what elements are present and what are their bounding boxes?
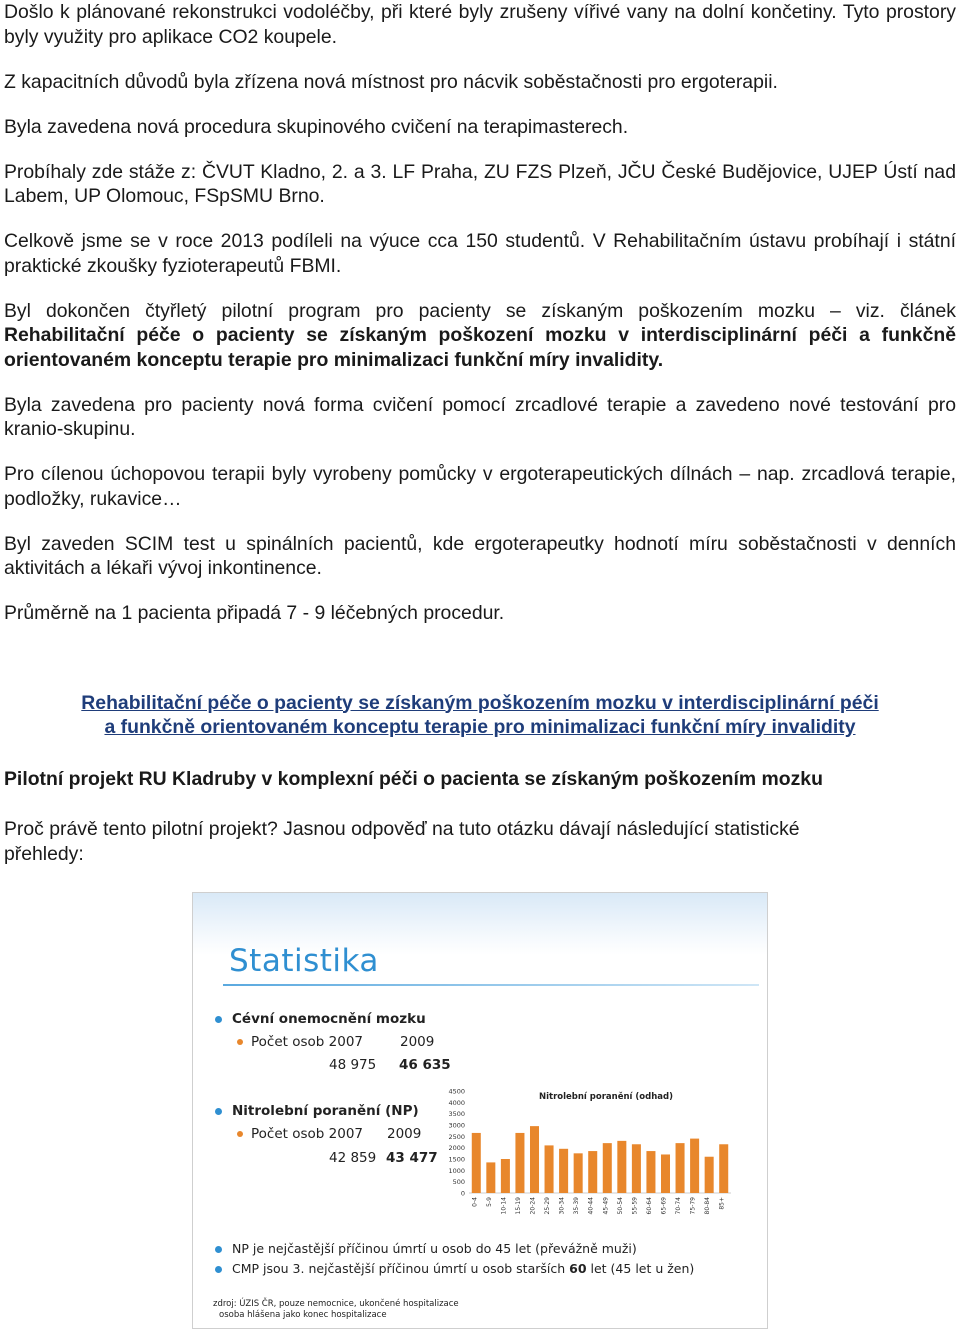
paragraph-internships: Probíhaly zde stáže z: ČVUT Kladno, 2. a 3. LF Praha, ZU FZS Plzeň, JČU České Budějovice, UJEP Ústí nad Labem, UP Olomouc, FSpSMU Brno. (4, 160, 956, 207)
chart-bar-85+ (719, 1144, 728, 1193)
article-intro: Proč právě tento pilotní projekt? Jasnou odpověď na tuto otázku dávají následující statistické přehledy: (4, 818, 800, 865)
cerebrovascular-value-2007: 48 975 (329, 1057, 377, 1073)
sub-bullet-dot-icon (237, 1131, 243, 1137)
chart-bar-70-74 (676, 1143, 685, 1193)
chart-bar-75-79 (690, 1139, 699, 1193)
intracranial-value-2007: 42 859 (329, 1150, 377, 1166)
article-subtitle: Pilotní projekt RU Kladruby v komplexní péči o pacienta se získaným poškozením mozku (4, 767, 823, 790)
chart-bar-15-19 (515, 1133, 524, 1193)
note-cmp-text-b: 60 (569, 1261, 587, 1276)
note-cmp-text-c: let (45 let u žen) (586, 1261, 695, 1276)
paragraph-mirror-therapy: Byla zavedena pro pacienty nová forma cvičení pomocí zrcadlové terapie a zavedeno nové testování pro kranio-skupinu. (4, 393, 956, 440)
chart-xtick-label: 20-24 (529, 1197, 537, 1215)
chart-xtick-label: 80-84 (704, 1197, 712, 1215)
slide-source-line2: osoba hlášena jako konec hospitalizace (219, 1310, 387, 1320)
bullet-dot-icon (215, 1108, 222, 1115)
paragraph-pilot (4, 299, 956, 373)
paragraph-students: Celkově jsme se v roce 2013 podíleli na výuce cca 150 studentů. V Rehabilitačním ústavu probíhají i státní praktické zkoušky fyzioterapeutů FBMI. (4, 230, 956, 277)
intracranial-injury-chart (439, 1083, 739, 1233)
slide-source-line1: zdroj: ÚZIS ČR, pouze nemocnice, ukončené hospitalizace (213, 1299, 459, 1309)
chart-ytick-label: 2500 (448, 1132, 465, 1141)
chart-bar-50-54 (617, 1141, 626, 1193)
chart-ytick-label: 1500 (448, 1155, 465, 1164)
chart-xtick-label: 85+ (718, 1197, 726, 1210)
chart-ytick-label: 4500 (448, 1087, 465, 1096)
article-title-line2: a funkčně orientovaném konceptu terapie pro minimalizaci funkční míry invalidity (104, 716, 856, 738)
paragraph-procedure: Byla zavedena nová procedura skupinového cvičení na terapimasterech. (4, 115, 629, 138)
bullet-intracranial-label: Nitrolební poranění (NP) (232, 1103, 419, 1119)
chart-bar-65-69 (661, 1154, 670, 1193)
slide-source (213, 1299, 459, 1321)
chart-xtick-label: 15-19 (514, 1197, 522, 1215)
pilot-article-title: Rehabilitační péče o pacienty se získaným poškození mozku v interdisciplinární péči a funkčně orientovaném konceptu terapie pro minimalizaci funkční míry invalidity. (4, 324, 956, 371)
bullet-intracranial-sub (237, 1126, 363, 1142)
paragraph-grip-therapy: Pro cílenou úchopovou terapii byly vyrobeny pomůcky v ergoterapeutických dílnách – nap. zrcadlová terapie, podložky, rukavice… (4, 463, 956, 510)
chart-xtick-label: 70-74 (675, 1197, 683, 1215)
bullet-dot-icon (215, 1016, 222, 1023)
note-intracranial-text: NP je nejčastější příčinou úmrtí u osob do 45 let (převážně muži) (232, 1241, 637, 1256)
chart-ytick-label: 500 (452, 1178, 465, 1187)
paragraph-scim: Byl zaveden SCIM test u spinálních pacientů, kde ergoterapeutky hodnotí míru soběstačnosti v denních aktivitách a lékaři vývoj inkontinence. (4, 532, 956, 579)
note-intracranial (215, 1241, 637, 1256)
chart-bar-35-39 (574, 1153, 583, 1193)
chart-bar-45-49 (603, 1143, 612, 1193)
chart-xtick-label: 0-4 (471, 1197, 479, 1207)
chart-ytick-label: 3000 (448, 1121, 465, 1130)
chart-bar-40-44 (588, 1151, 597, 1193)
slide-title: Statistika (229, 943, 379, 979)
paragraph-procedures-average: Průměrně na 1 pacienta připadá 7 - 9 léčebných procedur. (4, 602, 505, 624)
sub-bullet-dot-icon (237, 1039, 243, 1045)
chart-ytick-label: 2000 (448, 1144, 465, 1153)
statistics-slide (192, 892, 768, 1329)
chart-bar-55-59 (632, 1144, 641, 1193)
pilot-intro: Byl dokončen čtyřletý pilotní program pro pacienty se získaným poškozením mozku – viz. článek (4, 299, 956, 322)
chart-bar-5-9 (486, 1162, 495, 1193)
chart-bar-25-29 (545, 1145, 554, 1193)
chart-bar-60-64 (646, 1151, 655, 1193)
note-cmp (215, 1261, 694, 1276)
bullet-cerebrovascular-sub (237, 1034, 363, 1050)
paragraph-hydrotherapy: Došlo k plánované rekonstrukci vodoléčby, při které byly zrušeny vířivé vany na dolní končetiny. Tyto prostory byly využity pro aplikace CO2 koupele. (4, 1, 956, 48)
chart-xtick-label: 30-34 (558, 1197, 566, 1215)
article-title-link[interactable] (4, 691, 956, 740)
chart-xtick-label: 25-29 (544, 1197, 552, 1215)
chart-xtick-label: 75-79 (689, 1197, 697, 1215)
note-cmp-text-a: CMP jsou 3. nejčastější příčinou úmrtí u osob starších (232, 1261, 570, 1276)
chart-ytick-label: 4000 (448, 1098, 465, 1107)
chart-bar-10-14 (501, 1159, 510, 1193)
bullet-intracranial (215, 1103, 419, 1119)
paragraph-capacity: Z kapacitních důvodů byla zřízena nová místnost pro nácvik soběstačnosti pro ergoterapii. (4, 70, 778, 93)
cerebrovascular-value-2009: 46 635 (399, 1057, 451, 1073)
document-page (4, 0, 956, 866)
chart-xtick-label: 60-64 (645, 1197, 653, 1215)
chart-ytick-label: 0 (460, 1189, 465, 1198)
chart-bar-20-24 (530, 1126, 539, 1193)
chart-ytick-label: 1000 (448, 1166, 465, 1175)
chart-xtick-label: 45-49 (602, 1197, 610, 1215)
bullet-cerebrovascular-sub-label: Počet osob 2007 (251, 1034, 364, 1050)
bullet-cerebrovascular-year2: 2009 (400, 1034, 435, 1050)
chart-xtick-label: 5-9 (485, 1197, 493, 1207)
bullet-dot-icon (215, 1246, 222, 1253)
bullet-cerebrovascular-label: Cévní onemocnění mozku (232, 1011, 426, 1027)
chart-xtick-label: 50-54 (616, 1197, 624, 1215)
article-title-line1: Rehabilitační péče o pacienty se získaným poškozením mozku v interdisciplinární péči (81, 691, 879, 714)
chart-xtick-label: 10-14 (500, 1197, 508, 1215)
chart-xtick-label: 40-44 (587, 1197, 595, 1215)
chart-bar-80-84 (705, 1157, 714, 1193)
chart-xtick-label: 35-39 (573, 1197, 581, 1215)
bullet-cerebrovascular (215, 1011, 426, 1027)
bullet-intracranial-year2: 2009 (387, 1126, 422, 1142)
chart-title: Nitrolební poranění (odhad) (539, 1092, 673, 1102)
chart-xtick-label: 55-59 (631, 1197, 639, 1215)
bullet-intracranial-sub-label: Počet osob 2007 (251, 1126, 364, 1142)
chart-bar-0-4 (472, 1133, 481, 1193)
intracranial-value-2009: 43 477 (386, 1150, 438, 1166)
slide-title-rule (223, 984, 759, 986)
chart-bar-30-34 (559, 1149, 568, 1193)
chart-ytick-label: 3500 (448, 1110, 465, 1119)
bullet-dot-icon (215, 1266, 222, 1273)
chart-xtick-label: 65-69 (660, 1197, 668, 1215)
